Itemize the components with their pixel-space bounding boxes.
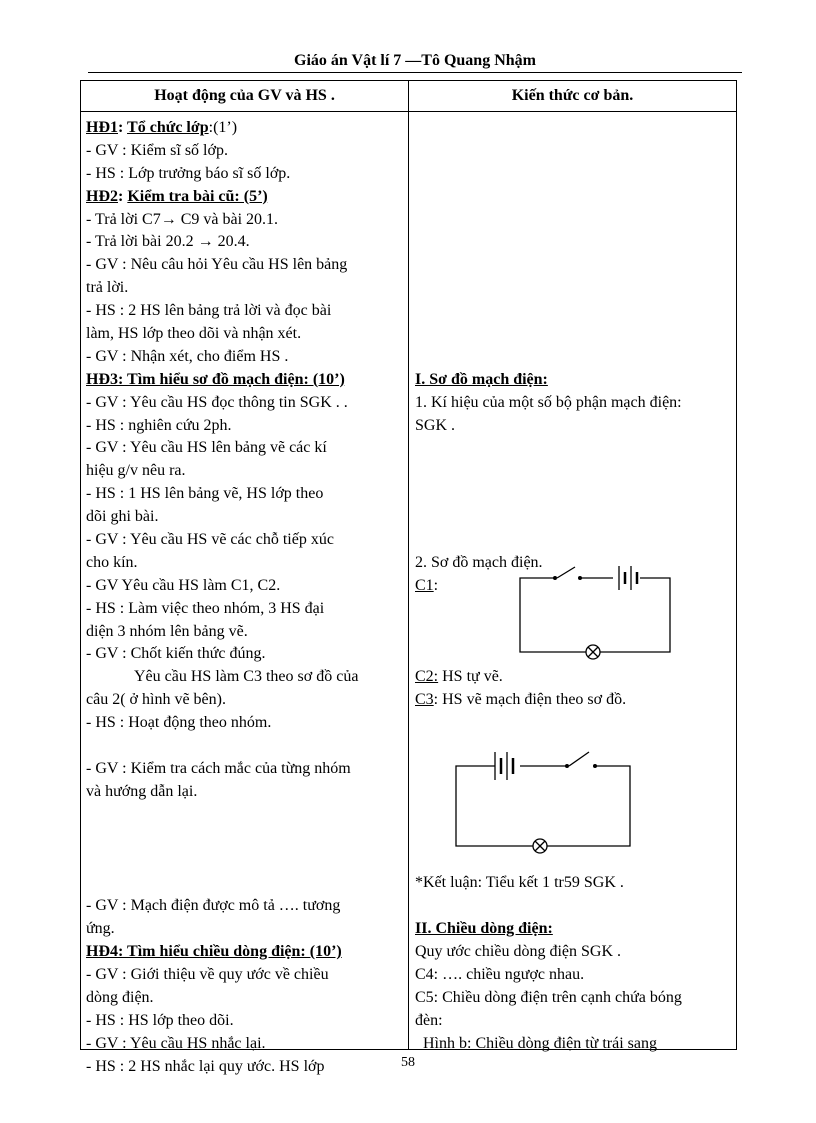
activities-column xyxy=(86,117,404,1078)
right-line: C5: Chiều dòng điện trên cạnh chứa bóng xyxy=(415,988,682,1006)
left-line: - HS : 2 HS nhắc lại quy ước. HS lớp xyxy=(86,1057,325,1075)
left-line: - GV : Mạch điện được mô tả …. tương xyxy=(86,897,341,915)
spacer xyxy=(86,735,404,758)
wire xyxy=(547,766,630,846)
conclusion-line: *Kết luận: Tiểu kết 1 tr59 SGK . xyxy=(415,874,624,892)
left-column-header: Hoạt động của GV và HS . xyxy=(154,87,335,104)
left-line: Yêu cầu HS làm C3 theo sơ đồ của xyxy=(134,668,359,686)
right-line: đèn: xyxy=(415,1011,443,1029)
page-header-title: Giáo án Vật lí 7 —Tô Quang Nhậm xyxy=(294,52,536,69)
left-line: dòng điện. xyxy=(86,988,154,1006)
spacer xyxy=(415,254,733,277)
hd1-label: HĐ1 xyxy=(86,119,118,136)
header-underline xyxy=(88,72,742,73)
left-line: - HS : Làm việc theo nhóm, 3 HS đại xyxy=(86,599,325,617)
c3-text: : HS vẽ mạch điện theo sơ đồ. xyxy=(433,691,627,709)
left-line: - GV : Giới thiệu về quy ước về chiều xyxy=(86,965,329,983)
spacer xyxy=(415,163,733,186)
spacer xyxy=(415,300,733,323)
left-line: hiệu g/v nêu ra. xyxy=(86,462,186,480)
spacer xyxy=(415,231,733,254)
wire xyxy=(520,578,586,652)
spacer xyxy=(415,712,733,735)
left-line: - GV : Kiểm tra cách mắc của từng nhóm xyxy=(86,759,351,777)
hd2-title: Kiểm tra bài cũ: (5’) xyxy=(127,187,268,205)
spacer xyxy=(415,483,733,506)
left-line: trả lời. xyxy=(86,279,129,297)
c2-label: C2: xyxy=(415,668,439,686)
left-line: - HS : nghiên cứu 2ph. xyxy=(86,416,232,434)
left-line: cho kín. xyxy=(86,553,138,571)
left-line: - GV Yêu cầu HS làm C1, C2. xyxy=(86,576,281,594)
left-line: - HS : 1 HS lên bảng vẽ, HS lớp theo xyxy=(86,485,324,503)
spacer xyxy=(415,437,733,460)
spacer xyxy=(415,529,733,552)
spacer xyxy=(415,140,733,163)
spacer xyxy=(86,850,404,873)
circuit-diagram-c3 xyxy=(450,746,636,856)
left-line: và hướng dẫn lại. xyxy=(86,782,198,800)
left-line: câu 2( ở hình vẽ bên). xyxy=(86,691,226,709)
left-line: - Trả lời C7→ C9 và bài 20.1. xyxy=(86,210,279,228)
c3-line xyxy=(415,689,733,712)
section-2-title: II. Chiều dòng điện: xyxy=(415,920,553,938)
c1-colon: : xyxy=(433,576,439,594)
spacer xyxy=(415,460,733,483)
spacer xyxy=(415,277,733,300)
switch-contact xyxy=(553,576,557,580)
left-line: - GV : Yêu cầu HS lên bảng vẽ các kí xyxy=(86,439,327,457)
right-line: 2. Sơ đồ mạch điện. xyxy=(415,553,543,571)
left-line: làm, HS lớp theo dõi và nhận xét. xyxy=(86,325,302,343)
left-line: - Trả lời bài 20.2 → 20.4. xyxy=(86,233,250,251)
left-line: - GV : Yêu cầu HS vẽ các chỗ tiếp xúc xyxy=(86,531,334,549)
switch-contact xyxy=(578,576,582,580)
spacer xyxy=(415,186,733,209)
wire xyxy=(600,578,670,652)
spacer xyxy=(415,895,733,918)
spacer xyxy=(415,117,733,140)
left-line: - GV : Nhận xét, cho điểm HS . xyxy=(86,347,289,365)
right-line: 1. Kí hiệu của một số bộ phận mạch điện: xyxy=(415,393,682,411)
hd1-title: Tổ chức lớp xyxy=(127,119,209,136)
section-1-title: I. Sơ đồ mạch điện: xyxy=(415,370,548,388)
spacer xyxy=(415,209,733,232)
right-column-header: Kiến thức cơ bản. xyxy=(511,87,634,104)
hd4-heading: HĐ4: Tìm hiểu chiều dòng điện: (10’) xyxy=(86,943,342,961)
left-line: - HS : HS lớp theo dõi. xyxy=(86,1011,234,1029)
right-line: SGK . xyxy=(415,416,456,434)
hd2-colon: : xyxy=(118,187,128,205)
switch-contact xyxy=(565,764,569,768)
right-line: Quy ước chiều dòng điện SGK . xyxy=(415,943,621,961)
hd1-time: :(1’) xyxy=(208,119,238,136)
c2-line xyxy=(415,666,733,689)
header-row-divider xyxy=(81,111,736,112)
hd2-label: HĐ2 xyxy=(86,187,118,205)
spacer xyxy=(86,804,404,827)
spacer xyxy=(86,827,404,850)
c1-label: C1 xyxy=(415,576,434,594)
left-line: ứng. xyxy=(86,920,115,938)
circuit-diagram-c1 xyxy=(515,562,675,662)
right-line: Hình b: Chiều dòng điện từ trái sang xyxy=(423,1034,657,1052)
hd1-colon: : xyxy=(118,119,128,136)
page-number: 58 xyxy=(401,1055,415,1070)
c2-text: HS tự vẽ. xyxy=(438,668,503,686)
switch-lever xyxy=(569,752,589,766)
hd2-heading xyxy=(86,186,404,209)
left-line: - GV : Kiểm sĩ số lớp. xyxy=(86,141,228,159)
left-line: - HS : 2 HS lên bảng trả lời và đọc bài xyxy=(86,302,332,320)
switch-lever xyxy=(557,567,575,578)
right-line: C4: …. chiều ngược nhau. xyxy=(415,965,585,983)
switch-contact xyxy=(593,764,597,768)
left-line: dõi ghi bài. xyxy=(86,508,159,526)
left-line: - GV : Yêu cầu HS nhắc lại. xyxy=(86,1034,266,1052)
left-line: - GV : Nêu câu hỏi Yêu cầu HS lên bảng xyxy=(86,256,348,274)
left-line: - HS : Hoạt động theo nhóm. xyxy=(86,714,272,732)
left-line: diện 3 nhóm lên bảng vẽ. xyxy=(86,622,248,640)
hd1-heading xyxy=(86,117,404,140)
column-divider xyxy=(408,81,409,1049)
left-line: - HS : Lớp trưởng báo sĩ số lớp. xyxy=(86,164,291,182)
spacer xyxy=(86,872,404,895)
hd3-heading: HĐ3: Tìm hiểu sơ đồ mạch điện: (10’) xyxy=(86,370,345,388)
c3-label: C3 xyxy=(415,691,434,709)
left-line: - GV : Yêu cầu HS đọc thông tin SGK . . xyxy=(86,393,348,411)
spacer xyxy=(415,323,733,346)
spacer xyxy=(415,506,733,529)
left-line: - GV : Chốt kiến thức đúng. xyxy=(86,645,266,663)
spacer xyxy=(415,346,733,369)
